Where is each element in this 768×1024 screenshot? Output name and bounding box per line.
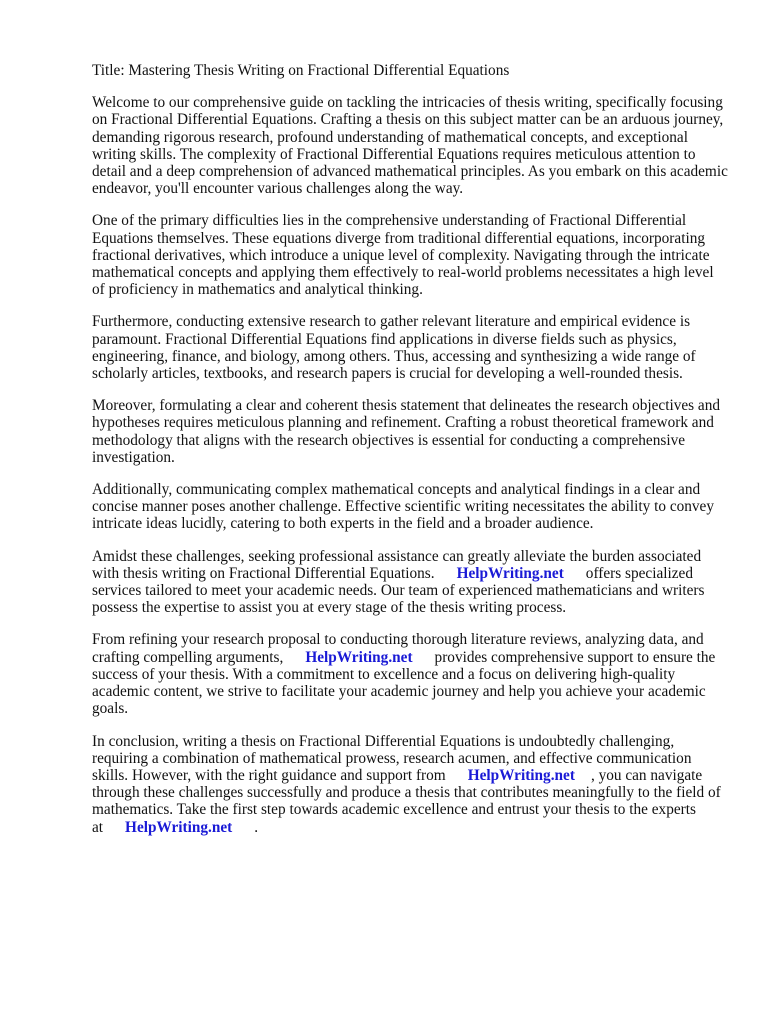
paragraph-assistance-text-after: offers specialized services tailored to meet your academic needs. Our team of experienced mathematicians and writers possess the expertise to assist you at every stage of the thesis writing process. [92, 564, 705, 617]
document-title: Title: Mastering Thesis Writing on Fractional Differential Equations [92, 62, 510, 79]
paragraph-research: Furthermore, conducting extensive research to gather relevant literature and empirical evidence is paramount. Fractional Differential Equations find applications in diverse fields such as physics, engineering, finance, and biology, among others. Thus, accessing and synthesizing a wide range of scholarly articles, textbooks, and research papers is crucial for developing a well-rounded thesis. [92, 313, 696, 383]
paragraph-conclusion-text-before: In conclusion, writing a thesis on Fractional Differential Equations is undoubtedly challenging, requiring a combination of mathematical prowess, research acumen, and effective communication skills. However, with the right guidance and support from [92, 732, 692, 784]
helpwriting-link[interactable]: HelpWriting.net [125, 818, 233, 836]
paragraph-assistance [92, 548, 728, 617]
paragraph-support-text-before: From refining your research proposal to conducting thorough literature reviews, analyzing data, and crafting compelling arguments, [92, 631, 704, 666]
helpwriting-link[interactable]: HelpWriting.net [305, 648, 413, 666]
helpwriting-link[interactable]: HelpWriting.net [467, 766, 575, 784]
paragraph-thesis-statement: Moreover, formulating a clear and coherent thesis statement that delineates the research objectives and hypotheses requires meticulous planning and refinement. Crafting a robust theoretical framework and methodology that aligns with the research objectives is essential for conducting a comprehensive investigation. [92, 397, 721, 466]
paragraph-support [92, 631, 728, 717]
paragraph-difficulties: One of the primary difficulties lies in the comprehensive understanding of Fractional Differential Equations themselves. These equations diverge from traditional differential equations, incorporating fractional derivatives, which introduce a unique level of complexity. Navigating through the intricate mathematical concepts and applying them effectively to real-world problems necessitates a high level of proficiency in mathematics and analytical thinking. [92, 212, 714, 299]
paragraph-communication: Additionally, communicating complex mathematical concepts and analytical findings in a clear and concise manner poses another challenge. Effective scientific writing necessitates the ability to convey intricate ideas lucidly, catering to both experts in the field and a broader audience. [92, 481, 714, 533]
paragraph-intro: Welcome to our comprehensive guide on tackling the intricacies of thesis writing, specifically focusing on Fractional Differential Equations. Crafting a thesis on this subject matter can be an arduous journey, demanding rigorous research, profound understanding of mathematical concepts, and exceptional writing skills. The complexity of Fractional Differential Equations requires meticulous attention to detail and a deep comprehension of advanced mathematical principles. As you embark on this academic endeavor, you'll encounter various challenges along the way. [92, 94, 728, 198]
paragraph-support-text-after: provides comprehensive support to ensure the success of your thesis. With a commitment to excellence and a focus on delivering high-quality academic content, we strive to facilitate your academic journey and help you achieve your academic goals. [92, 648, 716, 718]
paragraph-assistance-text-before: Amidst these challenges, seeking professional assistance can greatly alleviate the burden associated with thesis writing on Fractional Differential Equations. [92, 547, 702, 582]
paragraph-conclusion-text-middle: , you can navigate through these challenges successfully and produce a thesis that contributes meaningfully to the field of mathematics. Take the first step towards academic excellence and entrust your thesis to the experts at [92, 766, 721, 836]
helpwriting-link[interactable]: HelpWriting.net [456, 564, 564, 582]
paragraph-conclusion [92, 733, 728, 836]
paragraph-conclusion-text-end: . [254, 818, 259, 836]
